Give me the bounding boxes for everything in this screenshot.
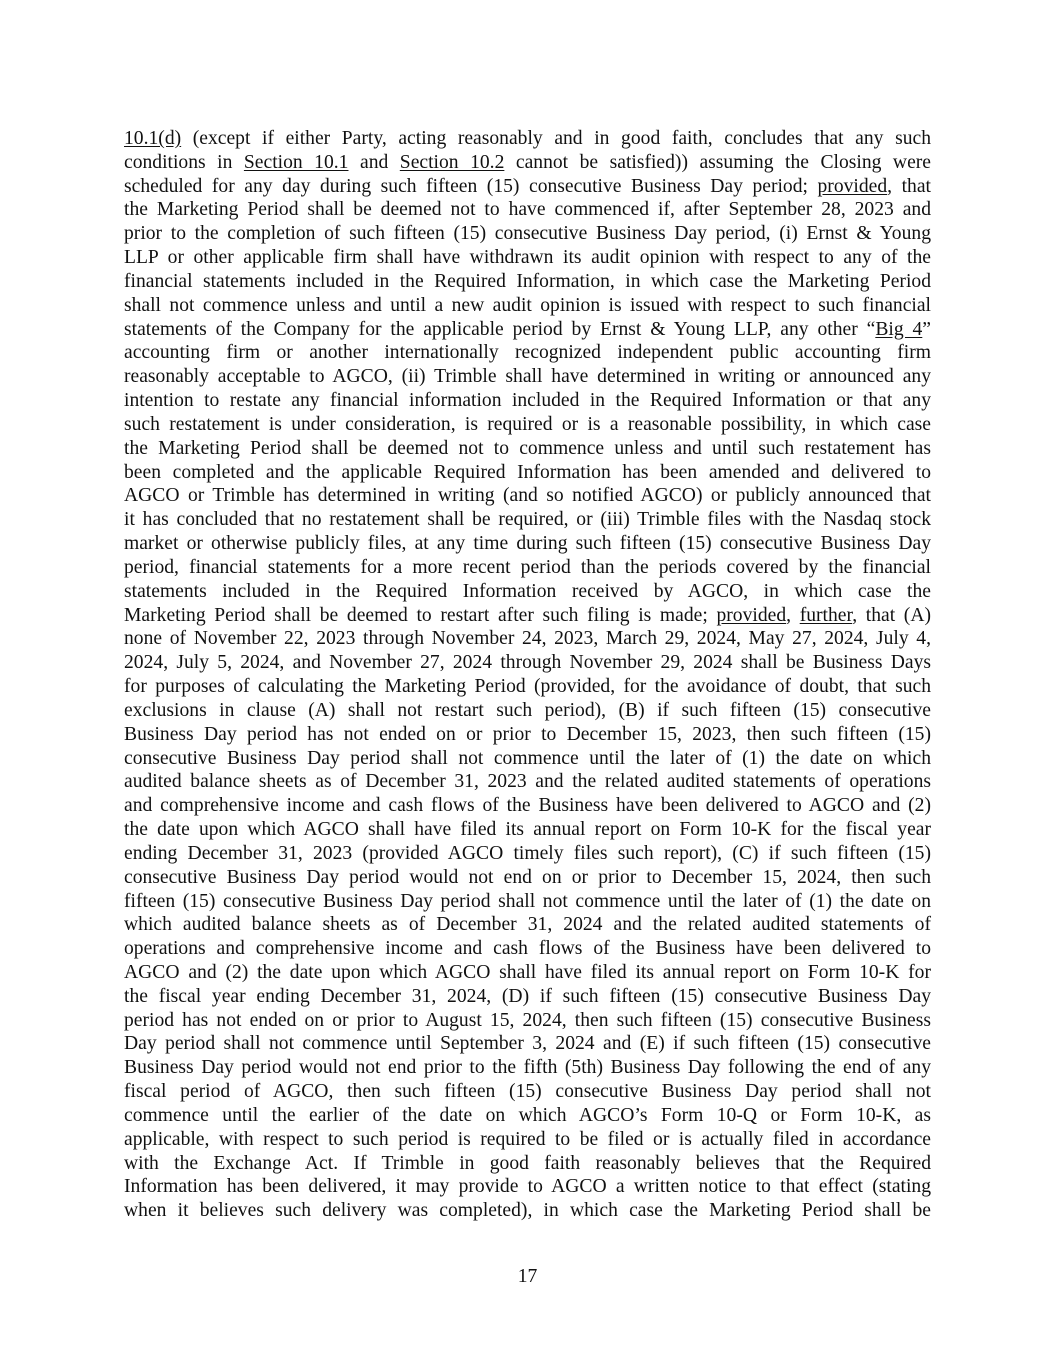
text-line — [124, 198, 931, 222]
text-run: AGCO and (2) the date upon which AGCO shall have filed its annual report on Form 10-K for — [124, 961, 931, 983]
page-number: 17 — [517, 1266, 538, 1287]
text-run: AGCO or Trimble has determined in writing (and so notified AGCO) or publicly announced that — [124, 485, 931, 507]
text-run: ” — [922, 318, 931, 340]
text-run: audited balance sheets as of December 31, 2023 and the related audited statements of operations — [124, 771, 931, 793]
text-line — [124, 270, 931, 294]
text-line — [124, 294, 931, 318]
text-line — [124, 222, 931, 246]
cross-reference: Section 10.2 — [399, 151, 505, 173]
text-run: scheduled for any day during such fifteen (15) consecutive Business Day period; — [124, 175, 818, 197]
text-run: shall not commence unless and until a new audit opinion is issued with respect to such financial — [124, 294, 931, 316]
text-run: Business Day period has not ended on or prior to December 15, 2023, then such fifteen (15) — [124, 723, 931, 745]
text-run: operations and comprehensive income and cash flows of the Business have been delivered to — [124, 938, 931, 960]
text-run: been completed and the applicable Required Information has been amended and delivered to — [124, 461, 931, 483]
text-run: fifteen (15) consecutive Business Day period shall not commence until the later of (1) the date on — [124, 890, 931, 912]
text-line — [124, 151, 931, 175]
text-run: and — [348, 151, 400, 173]
text-line — [124, 1009, 931, 1033]
text-line — [124, 651, 931, 675]
text-run: commence until the earlier of the date on which AGCO’s Form 10-Q or Form 10-K, as — [124, 1104, 931, 1126]
text-run: Day period shall not commence until September 3, 2024 and (E) if such fifteen (15) consecutive — [124, 1033, 931, 1055]
text-line — [124, 723, 931, 747]
cross-reference: further — [799, 604, 853, 626]
text-run: , that (A) — [852, 604, 932, 626]
text-line — [124, 675, 931, 699]
text-run: market or otherwise publicly files, at any time during such fifteen (15) consecutive Business Day — [124, 533, 931, 555]
text-run: for purposes of calculating the Marketing Period (provided, for the avoidance of doubt, that such — [124, 676, 931, 698]
text-run: which audited balance sheets as of December 31, 2024 and the related audited statements of — [124, 914, 931, 936]
text-line — [124, 1032, 931, 1056]
cross-reference: Big 4 — [875, 318, 923, 340]
text-run: 2024, July 5, 2024, and November 27, 2024 through November 29, 2024 shall be Business Days — [124, 652, 931, 674]
text-run: conditions in — [124, 151, 244, 173]
text-run: Marketing Period shall be deemed to restart after such filing is made; — [124, 604, 717, 626]
cross-reference: 10.1(d) — [124, 128, 182, 149]
text-line — [124, 699, 931, 723]
text-run: Business Day period would not end prior to the fifth (5th) Business Day following the end of any — [124, 1057, 931, 1079]
text-line — [124, 318, 931, 342]
text-run: and comprehensive income and cash flows of the Business have been delivered to AGCO and (2) — [124, 795, 931, 817]
text-run: applicable, with respect to such period is required to be filed or is actually filed in accordance — [124, 1128, 931, 1150]
text-line — [124, 461, 931, 485]
text-line — [124, 1199, 931, 1223]
text-run: the Marketing Period shall be deemed not to have commenced if, after September 28, 2023 and — [124, 199, 931, 221]
text-run: reasonably acceptable to AGCO, (ii) Trimble shall have determined in writing or announced any — [124, 366, 931, 388]
text-line — [124, 1056, 931, 1080]
text-run: the fiscal year ending December 31, 2024, (D) if such fifteen (15) consecutive Business Day — [124, 985, 931, 1007]
text-run: when it believes such delivery was completed), in which case the Marketing Period shall be — [124, 1200, 931, 1222]
text-run: Information has been delivered, it may provide to AGCO a written notice to that effect (stating — [124, 1176, 931, 1198]
text-run: period has not ended on or prior to August 15, 2024, then such fifteen (15) consecutive Business — [124, 1009, 931, 1031]
cross-reference: provided — [817, 175, 888, 197]
text-line — [124, 985, 931, 1009]
text-line — [124, 747, 931, 771]
text-run: financial statements included in the Required Information, in which case the Marketing Period — [124, 270, 931, 292]
text-line — [124, 890, 931, 914]
text-line — [124, 961, 931, 985]
text-line — [124, 842, 931, 866]
text-line — [124, 127, 931, 151]
text-run: prior to the completion of such fifteen (15) consecutive Business Day period, (i) Ernst & Young — [124, 223, 931, 245]
text-line — [124, 175, 931, 199]
text-run: the Marketing Period shall be deemed not to commence unless and until such restatement has — [124, 437, 931, 459]
text-run: consecutive Business Day period shall not commence until the later of (1) the date on which — [124, 747, 931, 769]
text-run: , — [786, 604, 800, 626]
text-line — [124, 604, 931, 628]
text-line — [124, 508, 931, 532]
text-line — [124, 1128, 931, 1152]
text-line — [124, 1175, 931, 1199]
text-run: , that — [887, 175, 931, 197]
text-run: period, financial statements for a more recent period than the periods covered by the financial — [124, 556, 931, 578]
text-run: fiscal period of AGCO, then such fifteen (15) consecutive Business Day period shall not — [124, 1081, 931, 1103]
text-line — [124, 484, 931, 508]
text-run: it has concluded that no restatement shall be required, or (iii) Trimble files with the Nasdaq stock — [124, 509, 931, 531]
text-line — [124, 1104, 931, 1128]
text-line — [124, 246, 931, 270]
text-run: intention to restate any financial information included in the Required Information or that any — [124, 390, 931, 412]
text-line — [124, 770, 931, 794]
text-run: exclusions in clause (A) shall not restart such period), (B) if such fifteen (15) consecutive — [124, 699, 931, 721]
text-line — [124, 413, 931, 437]
text-run: (except if either Party, acting reasonably and in good faith, concludes that any such — [181, 128, 931, 149]
text-run: with the Exchange Act. If Trimble in good faith reasonably believes that the Required — [124, 1152, 931, 1174]
text-line — [124, 794, 931, 818]
text-line — [124, 389, 931, 413]
text-line — [124, 341, 931, 365]
text-run: statements of the Company for the applicable period by Ernst & Young LLP, any other “ — [124, 318, 876, 340]
text-line — [124, 437, 931, 461]
text-run: cannot be satisfied)) assuming the Closing were — [504, 151, 931, 173]
text-run: accounting firm or another internationally recognized independent public accounting firm — [124, 342, 931, 364]
text-run: consecutive Business Day period would not end on or prior to December 15, 2024, then such — [124, 866, 931, 888]
text-line — [124, 818, 931, 842]
text-line — [124, 556, 931, 580]
text-run: none of November 22, 2023 through November 24, 2023, March 29, 2024, May 27, 2024, July 4, — [124, 628, 931, 650]
text-run: such restatement is under consideration, is required or is a reasonable possibility, in which case — [124, 413, 931, 435]
text-run: ending December 31, 2023 (provided AGCO timely files such report), (C) if such fifteen (15) — [124, 842, 931, 864]
document-body — [124, 127, 931, 1223]
text-line — [124, 365, 931, 389]
text-line — [124, 866, 931, 890]
text-line — [124, 532, 931, 556]
text-line — [124, 1080, 931, 1104]
text-run: statements included in the Required Information received by AGCO, in which case the — [124, 580, 931, 602]
text-line — [124, 580, 931, 604]
text-run: LLP or other applicable firm shall have withdrawn its audit opinion with respect to any of the — [124, 247, 931, 269]
text-run: the date upon which AGCO shall have filed its annual report on Form 10-K for the fiscal year — [124, 819, 931, 841]
text-line — [124, 913, 931, 937]
text-line — [124, 627, 931, 651]
cross-reference: provided — [716, 604, 787, 626]
text-line — [124, 937, 931, 961]
cross-reference: Section 10.1 — [243, 151, 349, 173]
text-line — [124, 1152, 931, 1176]
